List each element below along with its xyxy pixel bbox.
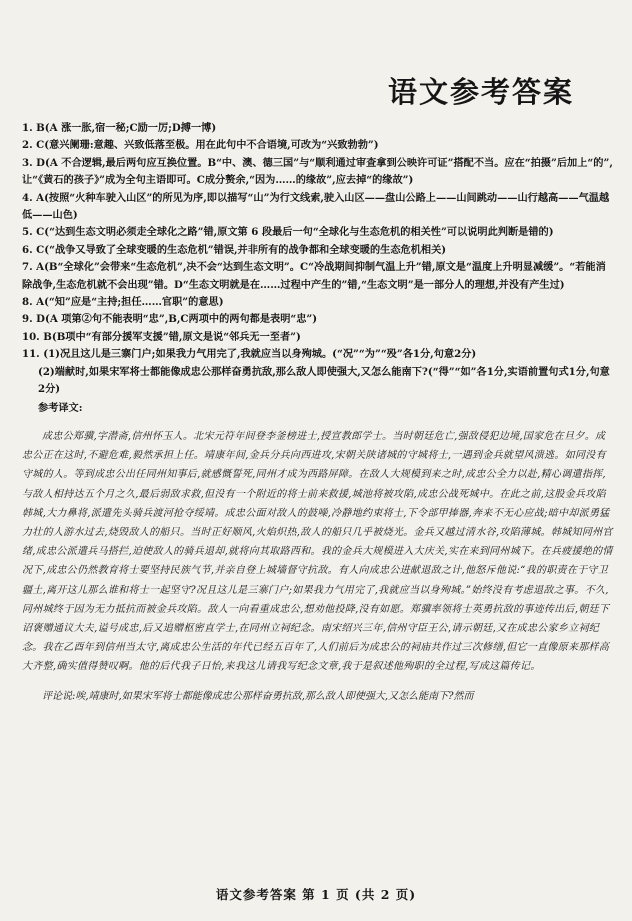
bleed-through-text	[30, 4, 600, 64]
answer-item: 5. C(“达到生态文明必须走全球化之路”错,原文第 6 段最后一句“全球化与生态危机的相关性”可以说明此判断是错的)	[22, 226, 554, 239]
answers-content	[22, 120, 614, 716]
answer-item: 10. B(B项中“有部分援军支援”错,原文是说“邻兵无一至者”)	[22, 330, 301, 343]
answer-item: 6. C(“战争又导致了全球变暖的生态危机”错误,并非所有的战争都和全球变暖的生态危机相关)	[22, 243, 447, 256]
answer-item: 8. A(“知”应是“主持;担任……官职”的意思)	[22, 296, 224, 309]
translation-paragraph: 成忠公郑骥,字潜斋,信州怀玉人。北宋元符年间登李釜榜进士,授宣教郎学士。当时朝廷危亡,强敌侵犯边境,国家危在旦夕。成忠公正在这时,不避危难,毅然承担上任。靖康年间,金兵分兵向西进攻,宋朝关陕诸城的守城将士,一遇到金兵就望风溃逃。如同没有守城的人。等到成忠公出任同州知事后,就感慨誓死,同州才成为西路屏障。在敌人大规模到来之时,成忠公全力以赴,精心调遣指挥,与敌人相持达五个月之久,最后弱敌求救,但没有一个附近的将士前来救援,城池将被攻陷,成忠公战死城中。在此之前,这股金兵攻陷韩城,大力鼻将,派遣先头骑兵渡河抢夺绥靖。成忠公面对敌人的鼓噪,冷静地约束将士,下令部甲捧器,奔来不无心应战;暗中却派勇猛力壮的人游水过去,烧毁敌人的船只。当时正好顺风,火焰炽热,敌人的船只几乎被烧光。金兵又越过清水谷,攻陷薄城。韩城知同州官绪,成忠公派遣兵马搭拦,迫使敌人的骑兵退却,就将向其取路西和。我的金兵大规模进入大庆关,实在来到同州城下。在兵疲援绝的情况下,成忠公仍然教育将士要坚持民族气节,并亲自登上城墙督守抗敌。有人向成忠公进献退敌之计,他怒斥他说:“我的职责在于守卫疆土,离开这儿那么谁和将士一起坚守?况且这儿是三寨门户;如果我力气用完了,我就应当以身殉城。”始终没有考虑退敌之事。不久,同州城终于因为无力抵抗而被金兵攻陷。敌人一向看重成忠公,想劝他投降,没有如愿。郑骥率领将士英勇抗敌的事迹传出后,朝廷下诏褒赠通议大夫,谥号成忠,后又追赠枢密直学士,在同州立祠纪念。南宋绍兴三年,信州守臣王公,请示朝廷,又在成忠公家乡立祠纪念。我在乙酉年到信州当太守,离成忠公生活的年代已经五百年了,人们前后为成忠公的祠庙共作过三次修缮,但它一直像原来那样高大齐整,确实值得赞叹啊。他的后代我子日怡,来我这儿请我写纪念文章,我于是叙述他殉职的全过程,写成这篇传记。	[22, 430, 613, 673]
answer-item: 4. A(按照“火种车驶入山区”的所见为序,即以描写“山”为行文线索,驶入山区——盘山公路上——山间跳动——山行越高——气温越低——山色)	[22, 191, 610, 222]
answer-item-11-part2: (2)端献时,如果宋军将士都能像成忠公那样奋勇抗敌,那么敌人即使强大,又怎么能南下?(“得”“如”各1分,实语前置句式1分,句意2分)	[38, 365, 610, 396]
answer-item-11-part1: 11. (1)况且这儿是三寨门户;如果我力气用完了,我就应当以身殉城。(“况”“为”“殁”各1分,句意2分)	[22, 348, 477, 361]
page-title: 语文参考答案	[387, 75, 574, 109]
answer-item: 2. C(意兴阑珊:意趣、兴致低落至极。用在此句中不合语境,可改为“兴致勃勃”)	[22, 139, 379, 152]
answer-item: 7. A(B“全球化”会带来“生态危机”,决不会“达到生态文明”。C“冷战期间抑制气温上升”错,原文是“温度上升明显减缓”。“若能消除战争,生态危机就不会出现”错。D“生态文明就是在……过程中产生的”错,“生态文明”是一部分人的理想,并没有产生过)	[22, 261, 606, 291]
page-footer: 语文参考答案 第 1 页 (共 2 页)	[215, 887, 417, 902]
translation-heading: 参考译文:	[38, 401, 83, 414]
answer-item: 3. D(A 不合逻辑,最后两句应互换位置。B“中、澳、德三国”与“顺利通过审查拿到公映许可证”搭配不当。应在“拍摄”后加上“的”,让“《黄石的孩子》”成为全句主语即可。C成分赘余,“因为……的缘故”,应去掉“的缘故”)	[22, 156, 613, 187]
commentary-paragraph: 评论说:唉,靖康时,如果宋军将士都能像成忠公那样奋勇抗敌,那么敌人即使强大,又怎么能南下?然而	[42, 690, 474, 702]
answer-item: 9. D(A 项第②句不能表明“忠”,B,C两项中的两句都是表明“忠”)	[22, 313, 318, 326]
answer-item: 1. B(A 涨一胀,宿一秘;C励一厉;D搏一博)	[22, 122, 217, 134]
